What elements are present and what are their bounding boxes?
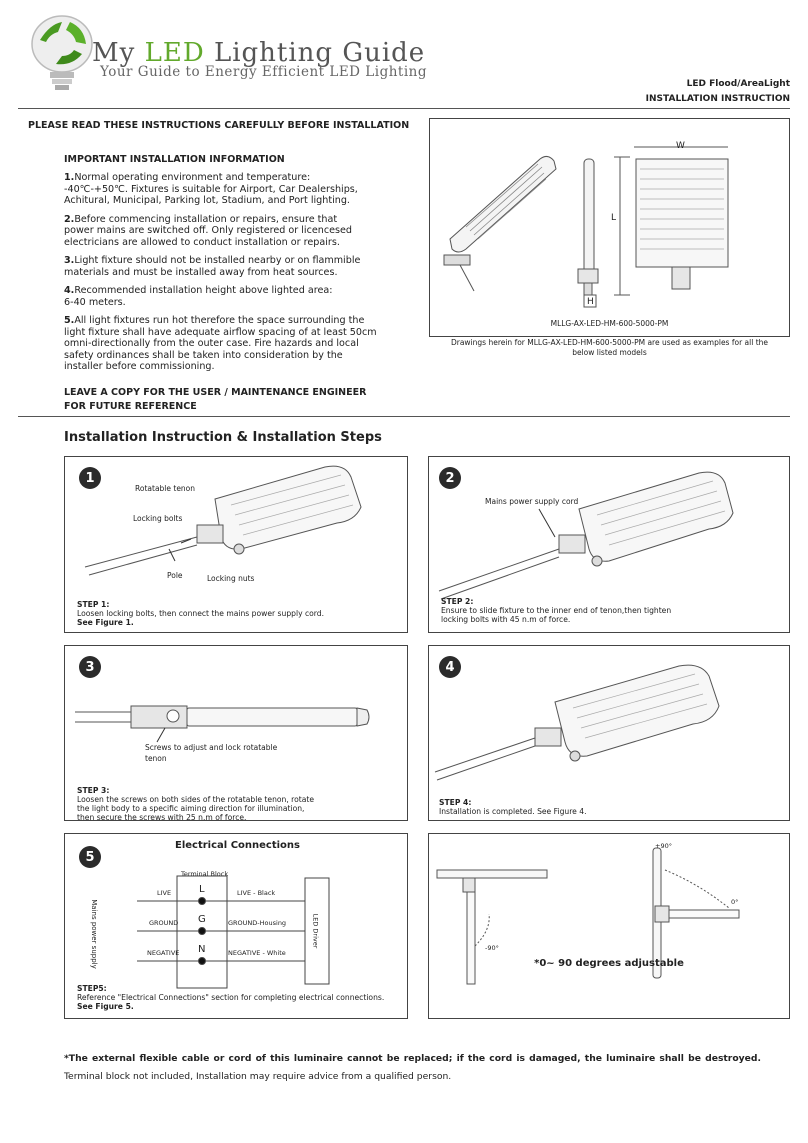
step-1-text: STEP 1: Loosen locking bolts, then connect the mains power supply cord. See Figure 1.: [77, 600, 325, 627]
info-item-2: 2.Before commencing installation or repairs, ensure that power mains are switched off. Only registered or licencesed electricians are allowed to conduct installation or repairs.: [64, 213, 353, 248]
angle-top-label: +90°: [655, 842, 672, 850]
step-3-number: 3: [79, 656, 101, 678]
header-rule: [18, 108, 790, 109]
wire-left-ground: GROUND: [149, 919, 179, 927]
drawing-caption: Drawings herein for MLLG-AX-LED-HM-600-5000-PM are used as examples for all the below listed models: [450, 338, 769, 357]
step-5-number: 5: [79, 846, 101, 868]
fixture-front-icon: [614, 147, 728, 295]
label-pole: Pole: [167, 571, 183, 580]
wire-left-negative: NEGATIVE: [147, 949, 180, 957]
electrical-title: Electrical Connections: [175, 840, 300, 851]
logo-name: My LED Lighting Guide: [92, 38, 426, 68]
wire-left-live: LIVE: [157, 889, 172, 897]
dim-l-label: L: [611, 213, 617, 223]
doc-type: INSTALLATION INSTRUCTION: [645, 94, 790, 104]
label-screws: Screws to adjust and lock rotatable tenon: [145, 743, 278, 763]
fixture-side-icon: [578, 159, 598, 307]
dim-h-label: H: [587, 297, 594, 307]
section-title: Installation Instruction & Installation Steps: [64, 430, 382, 445]
footer-note: Terminal block not included, Installation may require advice from a qualified person.: [64, 1071, 452, 1082]
wire-right-live: LIVE - Black: [237, 889, 276, 897]
label-rotatable-tenon: Rotatable tenon: [135, 484, 196, 493]
mains-supply-label: Mains power supply: [89, 899, 98, 969]
logo-tagline: Your Guide to Energy Efficient LED Lighting: [100, 64, 427, 80]
label-mains-cord: Mains power supply cord: [485, 497, 579, 506]
section-rule: [18, 416, 790, 417]
info-item-1: 1.Normal operating environment and temperature: -40℃-+50℃. Fixtures is suitable for Airport, Car Dealerships, Achitural, Municipal, Parking lot, Stadium, and Port lighting.: [64, 172, 358, 206]
adjustable-caption: *0~ 90 degrees adjustable: [534, 958, 684, 969]
label-locking-bolts: Locking bolts: [133, 514, 183, 523]
important-heading: IMPORTANT INSTALLATION INFORMATION: [64, 154, 285, 165]
step-4-number: 4: [439, 656, 461, 678]
step-2-number: 2: [439, 467, 461, 489]
step-1-box: [64, 456, 408, 633]
footer-warning: *The external flexible cable or cord of this luminaire cannot be replaced; if the cord is damaged, the luminaire shall be destroyed.: [64, 1053, 761, 1064]
adjustable-box: [428, 833, 790, 1019]
fixture-installed-icon: [435, 665, 719, 780]
label-locking-nuts: Locking nuts: [207, 574, 255, 583]
step-1-number: 1: [79, 467, 101, 489]
dim-w-label: W: [676, 141, 685, 151]
fixture-tenon-icon: [85, 466, 361, 575]
terminal-block-label: Terminal Block: [181, 870, 229, 878]
step-2-box: [428, 456, 790, 633]
lightbulb-recycle-icon: [32, 16, 92, 90]
terminal-n: N: [198, 944, 206, 955]
terminal-l: L: [199, 884, 205, 895]
angle-zero-label: 0°: [731, 898, 739, 906]
model-label: MLLG-AX-LED-HM-600-5000-PM: [550, 319, 669, 328]
terminal-g: G: [198, 914, 206, 925]
angle-bottom-label: -90°: [485, 944, 499, 952]
info-item-5: 5.All light fixtures run hot therefore the space surrounding the light fixture shall have adequate airflow spacing of at least 50cm omni-directionally from the outer case. Fire hazards and local safety ordinances shall be taken into consideration by the installer before commissioning.: [64, 315, 377, 372]
step-5-box: [64, 833, 408, 1019]
fixture-slide-icon: [439, 472, 733, 599]
leave-copy-note: LEAVE A COPY FOR THE USER / MAINTENANCE ENGINEER FOR FUTURE REFERENCE: [64, 387, 367, 412]
info-item-4: 4.Recommended installation height above lighted area: 6-40 meters.: [64, 285, 333, 308]
dimension-drawing-box: [429, 118, 790, 337]
step-4-text: STEP 4: Installation is completed. See Figure 4.: [439, 798, 587, 816]
info-item-3: 3.Light fixture should not be installed nearby or on flammible materials and must be installed away from heat sources.: [64, 255, 361, 278]
fixture-rotate-icon: [75, 706, 369, 742]
step-2-text: STEP 2: Ensure to slide fixture to the inner end of tenon,then tighten locking bolts with 45 n.m of force.: [441, 597, 672, 624]
important-list: [64, 172, 404, 380]
wire-right-ground: GROUND-Housing: [228, 919, 287, 927]
warning-title: PLEASE READ THESE INSTRUCTIONS CAREFULLY BEFORE INSTALLATION: [28, 120, 410, 131]
step-5-text: STEP5: Reference "Electrical Connections" section for completing electrical connections. See Figure 5.: [77, 984, 385, 1011]
step-4-box: [428, 645, 790, 821]
step-3-text: STEP 3: Loosen the screws on both sides of the rotatable tenon, rotate the light body to a specific aiming direction for illumination, then secure the screws with 25 n.m of force.: [77, 786, 315, 822]
wire-right-negative: NEGATIVE - White: [228, 949, 286, 957]
product-line: LED Flood/AreaLight: [686, 79, 790, 89]
fixture-perspective-icon: [444, 156, 556, 291]
led-driver-label: LED Driver: [311, 913, 320, 949]
step-3-box: [64, 645, 408, 821]
